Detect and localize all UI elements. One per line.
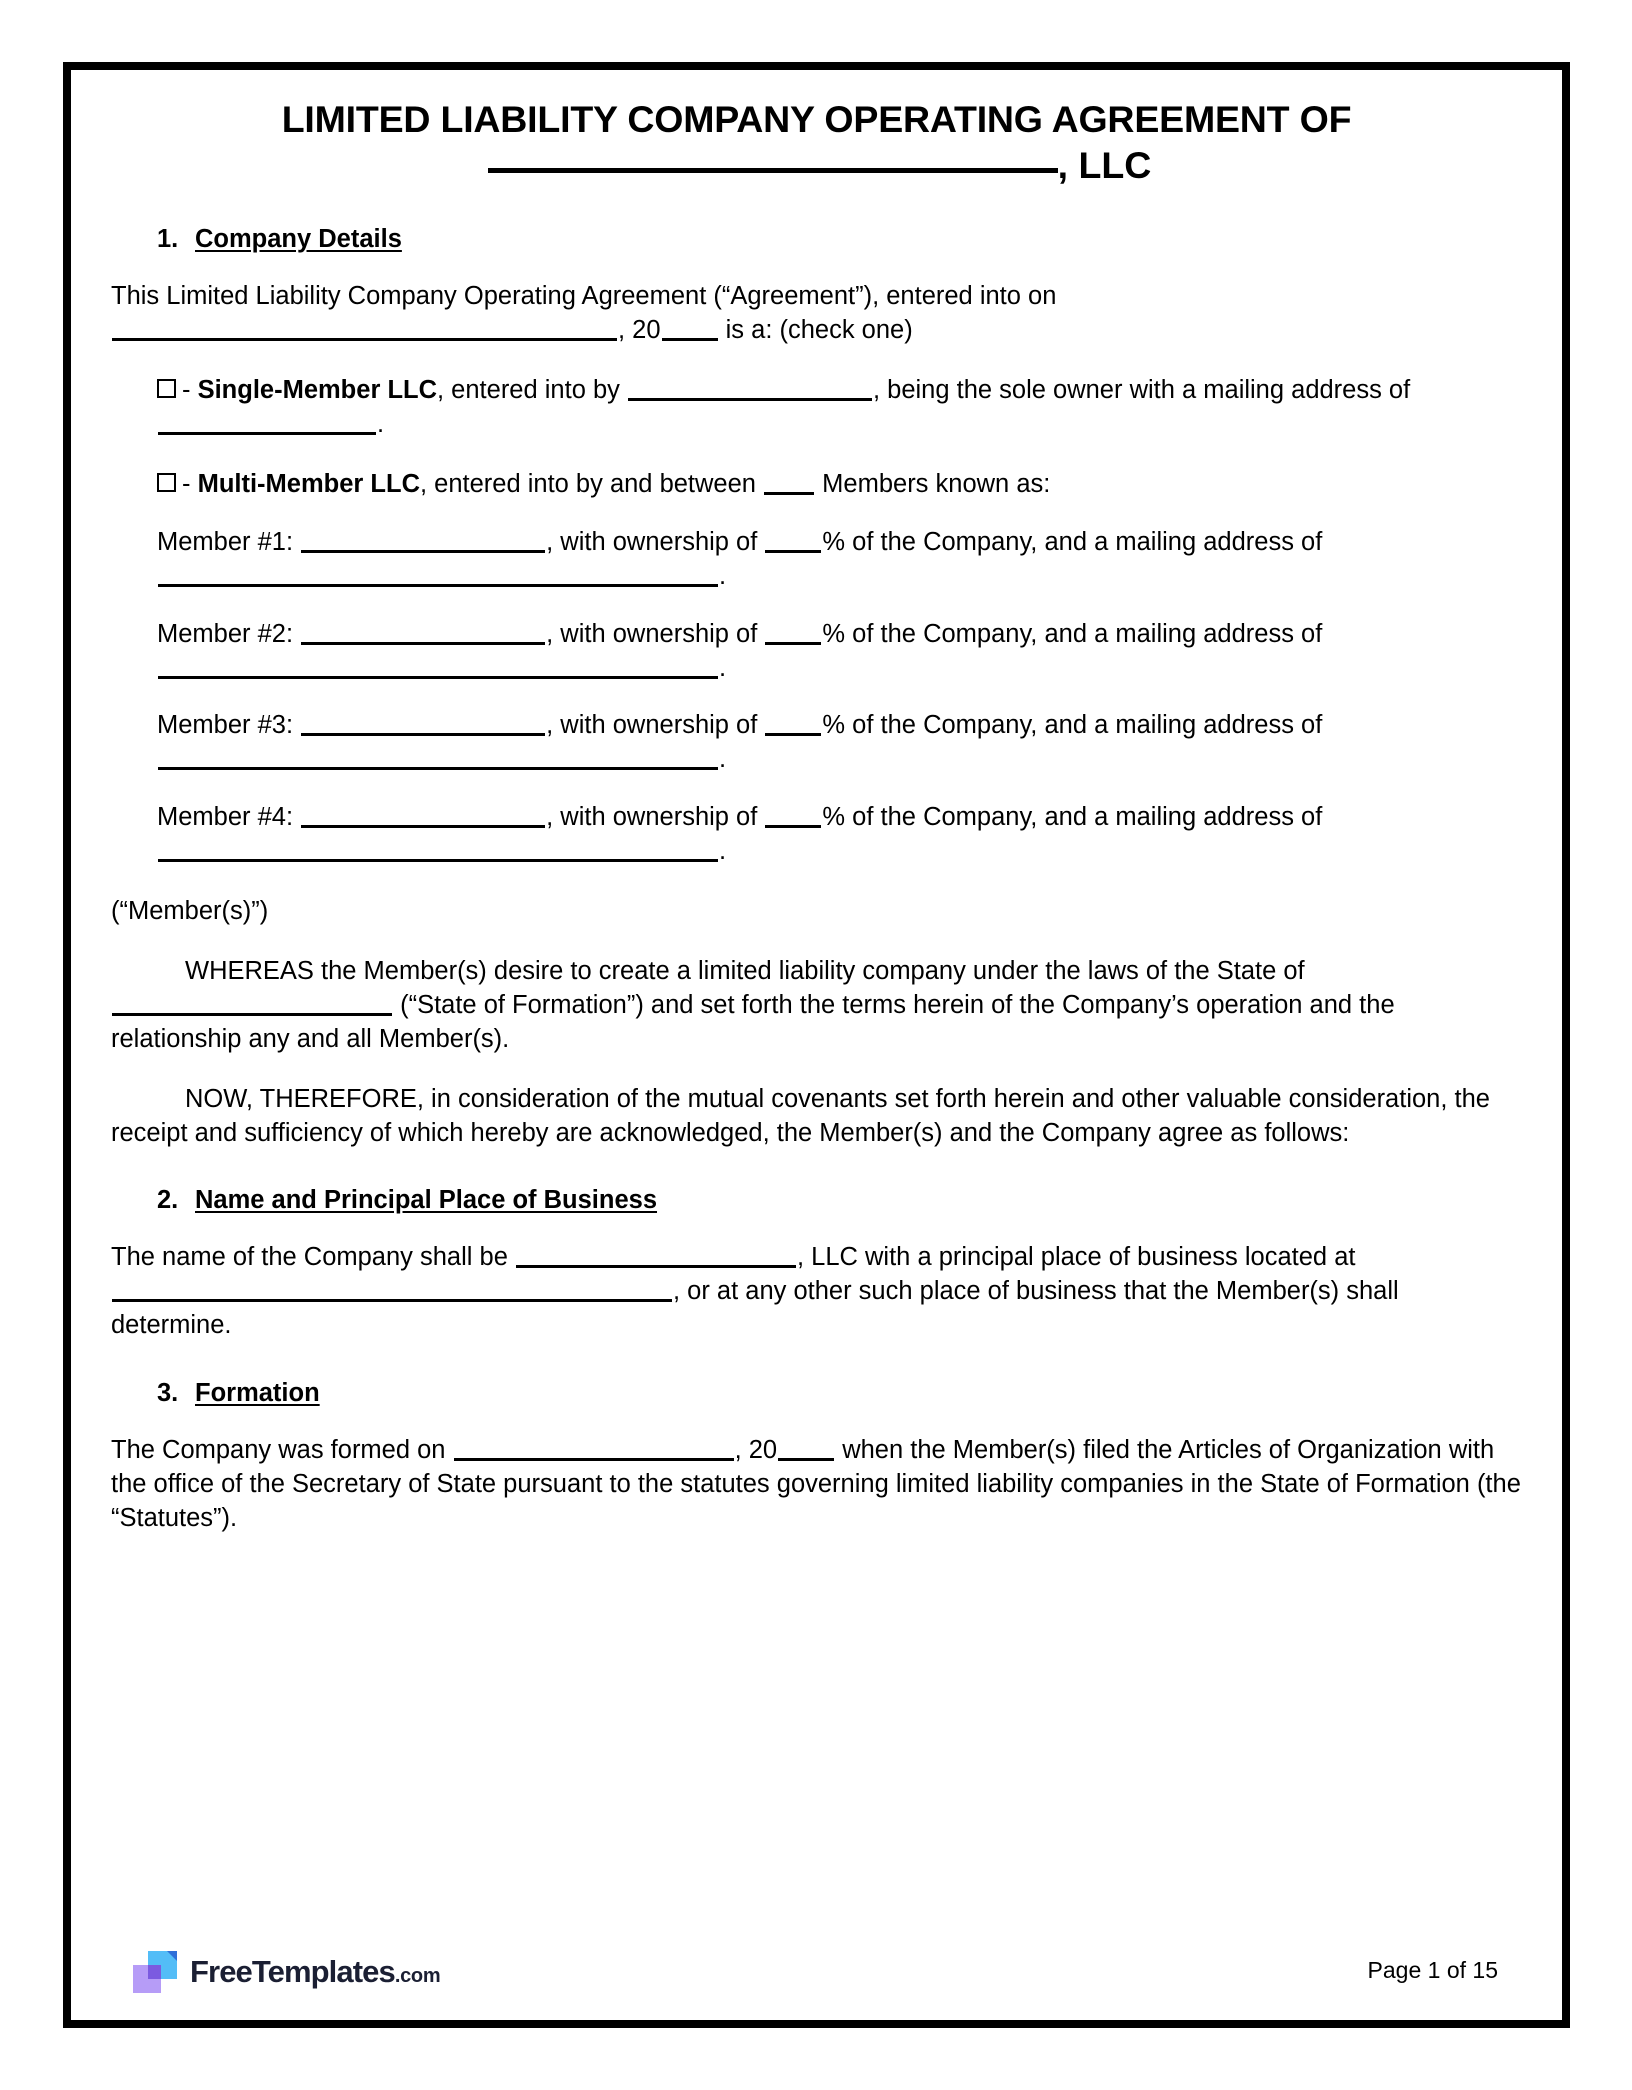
formation-year-blank[interactable] bbox=[778, 1436, 834, 1461]
member-ownership-pct-blank[interactable] bbox=[765, 803, 821, 828]
single-member-name-blank[interactable] bbox=[628, 376, 872, 401]
member-end-text: . bbox=[719, 561, 727, 590]
page-frame bbox=[63, 62, 1570, 2028]
member-ownership-pct-blank[interactable] bbox=[765, 620, 821, 645]
title-llc-suffix: , LLC bbox=[1057, 143, 1152, 186]
single-member-text-1: , entered into by bbox=[437, 376, 627, 405]
member-address-text: % of the Company, and a mailing address of bbox=[822, 619, 1323, 648]
section2-text-1: The name of the Company shall be bbox=[111, 1243, 515, 1272]
section-number: 3. bbox=[157, 1379, 179, 1408]
page-content bbox=[111, 84, 1522, 2010]
multi-member-text-2: Members known as: bbox=[815, 469, 1051, 498]
members-defined-term: (“Member(s)”) bbox=[111, 897, 269, 926]
page-footer bbox=[111, 1928, 1522, 1998]
member-ownership-text: , with ownership of bbox=[546, 711, 765, 740]
section-heading-name-and-place bbox=[157, 1186, 1522, 1215]
member-end-text: . bbox=[719, 837, 727, 866]
member-ownership-pct-blank[interactable] bbox=[765, 711, 821, 736]
document-stack-icon bbox=[133, 1948, 179, 1994]
member-address-blank[interactable] bbox=[158, 562, 718, 587]
single-member-dash: - bbox=[182, 376, 198, 405]
section-title: Company Details bbox=[195, 225, 402, 254]
agreement-intro-paragraph bbox=[111, 280, 1522, 348]
member-ownership-text: , with ownership of bbox=[546, 803, 765, 832]
section-title: Name and Principal Place of Business bbox=[195, 1186, 658, 1215]
member-end-text: . bbox=[719, 745, 727, 774]
member-label: Member #1: bbox=[157, 527, 301, 556]
single-member-label: Single-Member LLC bbox=[197, 376, 438, 405]
single-member-text-3: . bbox=[377, 409, 385, 438]
title-line-1: LIMITED LIABILITY COMPANY OPERATING AGREEMENT bbox=[281, 98, 1290, 140]
member-label: Member #4: bbox=[157, 803, 301, 832]
single-member-text-2: , being the sole owner with a mailing address of bbox=[872, 376, 1411, 405]
single-member-option[interactable] bbox=[157, 374, 1522, 442]
member-entry-4 bbox=[157, 801, 1522, 869]
section-number: 1. bbox=[157, 225, 179, 254]
section2-text-3: , or at any other such place of business that the Member(s) shall determine. bbox=[111, 1277, 1399, 1340]
freetemplates-logo[interactable] bbox=[133, 1948, 440, 1994]
whereas-text-2: (“State of Formation”) and set forth the terms herein of the Company’s operation and the relationship any and all Member(s). bbox=[111, 990, 1395, 1053]
now-therefore-paragraph: NOW, THEREFORE, in consideration of the mutual covenants set forth herein and other valuable consideration, the receipt and sufficiency of which hereby are acknowledged, the Member(s) and the Company agree as follows: bbox=[111, 1084, 1490, 1147]
intro-text-3: is a: (check one) bbox=[718, 316, 913, 345]
section-number: 2. bbox=[157, 1186, 179, 1215]
business-address-blank[interactable] bbox=[112, 1277, 672, 1302]
member-name-blank[interactable] bbox=[301, 620, 545, 645]
member-ownership-pct-blank[interactable] bbox=[765, 528, 821, 553]
multi-member-label: Multi-Member LLC bbox=[197, 469, 420, 498]
formation-date-blank[interactable] bbox=[454, 1436, 734, 1461]
checkbox-empty-icon[interactable] bbox=[157, 473, 176, 492]
whereas-text-1: WHEREAS the Member(s) desire to create a limited liability company under the laws of the State of bbox=[185, 956, 1305, 985]
member-address-blank[interactable] bbox=[158, 654, 718, 679]
section3-text-1: The Company was formed on bbox=[111, 1436, 453, 1465]
logo-folded-corner bbox=[167, 1951, 177, 1961]
section2-paragraph bbox=[111, 1241, 1522, 1343]
member-entry-3 bbox=[157, 709, 1522, 777]
multi-member-text-1: , entered into by and between bbox=[419, 469, 764, 498]
intro-text-1: This Limited Liability Company Operating Agreement (“Agreement”), entered into on bbox=[111, 282, 1057, 311]
company-name-blank[interactable] bbox=[488, 168, 1058, 173]
section-heading-formation bbox=[157, 1379, 1522, 1408]
agreement-date-blank[interactable] bbox=[112, 316, 617, 341]
member-address-text: % of the Company, and a mailing address of bbox=[822, 527, 1323, 556]
member-count-blank[interactable] bbox=[764, 470, 814, 495]
member-address-text: % of the Company, and a mailing address of bbox=[822, 711, 1323, 740]
member-name-blank[interactable] bbox=[301, 803, 545, 828]
member-name-blank[interactable] bbox=[301, 528, 545, 553]
state-of-formation-blank[interactable] bbox=[112, 991, 392, 1016]
member-address-blank[interactable] bbox=[158, 837, 718, 862]
whereas-paragraph bbox=[111, 955, 1522, 1057]
section2-text-2: , LLC with a principal place of business located at bbox=[796, 1243, 1356, 1272]
section3-text-3: when the Member(s) filed the Articles of Organization with the office of the Secretary of State pursuant to the statutes governing limited liability companies in the State of Formation (the “Statutes”). bbox=[111, 1436, 1521, 1532]
company-name-field-blank[interactable] bbox=[516, 1243, 796, 1268]
logo-wordmark bbox=[190, 1953, 441, 1989]
member-label: Member #3: bbox=[157, 711, 301, 740]
intro-text-2: , 20 bbox=[618, 316, 661, 345]
multi-member-dash: - bbox=[182, 469, 198, 498]
section3-paragraph bbox=[111, 1434, 1522, 1536]
title-line-2: OF bbox=[1299, 98, 1352, 140]
section3-text-2: , 20 bbox=[734, 1436, 778, 1465]
logo-overlap-shape bbox=[148, 1965, 161, 1979]
logo-text-dotcom: .com bbox=[394, 1964, 441, 1987]
agreement-year-blank[interactable] bbox=[662, 316, 718, 341]
title-company-line bbox=[111, 142, 1522, 190]
member-ownership-text: , with ownership of bbox=[546, 619, 765, 648]
member-label: Member #2: bbox=[157, 619, 301, 648]
checkbox-empty-icon[interactable] bbox=[157, 379, 176, 398]
page-title bbox=[111, 96, 1522, 144]
member-end-text: . bbox=[719, 653, 727, 682]
member-address-text: % of the Company, and a mailing address of bbox=[822, 803, 1323, 832]
member-name-blank[interactable] bbox=[301, 711, 545, 736]
member-entry-1 bbox=[157, 526, 1522, 594]
page-number: Page 1 of 15 bbox=[1367, 1957, 1498, 1983]
member-address-blank[interactable] bbox=[158, 745, 718, 770]
multi-member-option[interactable] bbox=[157, 468, 1522, 502]
section-heading-company-details bbox=[157, 225, 1522, 254]
single-member-address-blank[interactable] bbox=[158, 410, 376, 435]
member-entry-2 bbox=[157, 618, 1522, 686]
member-ownership-text: , with ownership of bbox=[546, 527, 765, 556]
logo-text-main: FreeTemplates bbox=[190, 1953, 395, 1989]
section-title: Formation bbox=[195, 1379, 320, 1408]
